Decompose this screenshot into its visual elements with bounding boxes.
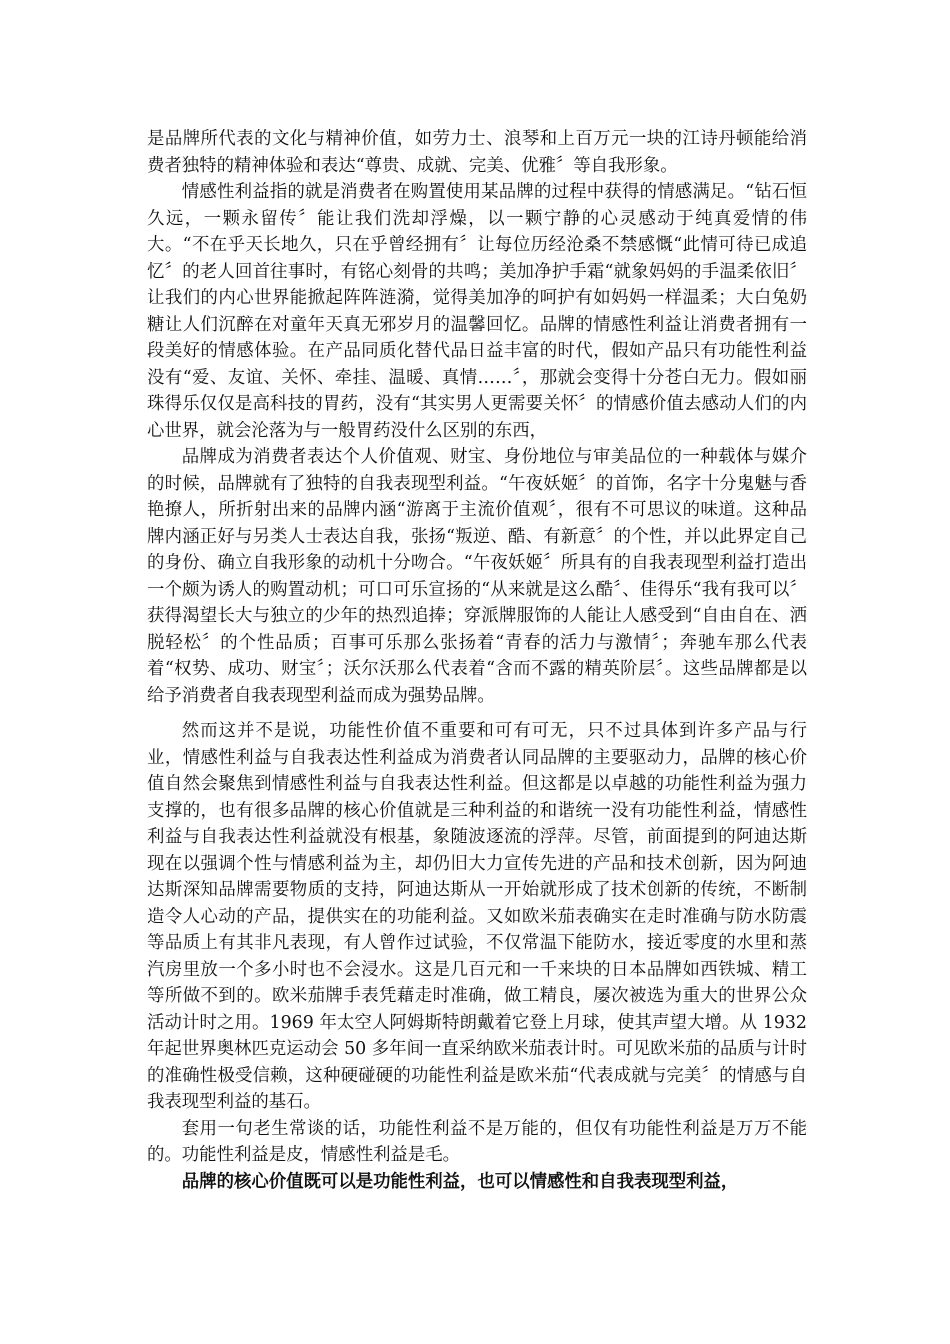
paragraph-cultural-value: 是品牌所代表的文化与精神价值，如劳力士、浪琴和上百万元一块的江诗丹顿能给消费者独特的精神体验和表达“尊贵、成就、完美、优雅〞等自我形象。 bbox=[147, 129, 807, 176]
paragraph-functional-value: 然而这并不是说，功能性价值不重要和可有可无，只不过具体到许多产品与行业，情感性利益与自我表达性利益成为消费者认同品牌的主要驱动力，品牌的核心价值自然会聚焦到情感性利益与自我表达性利益。但这都是以卓越的功能性利益为强力支撑的，也有很多品牌的核心价值就是三种利益的和谐统一没有功能性利益，情感性利益与自我表达性利益就没有根基，象随波逐流的浮萍。尽管，前面提到的阿迪达斯现在以强调个性与情感利益为主，却仍旧大力宣传先进的产品和技术创新，因为阿迪达斯深知品牌需要物质的支持，阿迪达斯从一开始就形成了技术创新的传统，不断制造令人心动的产品，提供实在的功能利益。又如欧米茄表确实在走时准确与防水防震等品质上有其非凡表现，有人曾作过试验，不仅常温下能防水，接近零度的水里和蒸汽房里放一个多小时也不会浸水。这是几百元和一千来块的日本品牌如西铁城、精工等所做不到的。欧米茄牌手表凭藉走时准确，做工精良，屡次被选为重大的世界公众活动计时之用。1969 年太空人阿姆斯特朗戴着它登上月球，使其声望大增。从 1932年起世界奥林匹克运动会 50 多年间一直采纳欧米茄表计时。可见欧米茄的品质与计时的准确性极受信赖，这种硬碰硬的功能性利益是欧米茄“代表成就与完美〞的情感与自我表现型利益的基石。 bbox=[147, 721, 807, 1112]
paragraph-core-value-summary: 品牌的核心价值既可以是功能性利益，也可以情感性和自我表现型利益， bbox=[181, 1171, 739, 1192]
paragraph-self-expressive-benefit: 品牌成为消费者表达个人价值观、财宝、身份地位与审美品位的一种载体与媒介的时候，品牌就有了独特的自我表现型利益。“午夜妖姬〞的首饰，名字十分鬼魅与香艳撩人，所折射出来的品牌内涵“游离于主流价值观〞，很有不可思议的味道。这种品牌内涵正好与另类人士表达自我，张扬“叛逆、酷、有新意〞的个性，并以此界定自己的身份、确立自我形象的动机十分吻合。“午夜妖姬〞所具有的自我表现型利益打造出一个颇为诱人的购置动机；可口可乐宣扬的“从来就是这么酷〞、佳得乐“我有我可以〞获得渴望长大与独立的少年的热烈追捧；穿派牌服饰的人能让人感受到“自由自在、洒脱轻松〞的个性品质；百事可乐那么张扬着“青春的活力与激情〞；奔驰车那么代表着“权势、成功、财宝〞；沃尔沃那么代表着“含而不露的精英阶层〞。这些品牌都是以给予消费者自我表现型利益而成为强势品牌。 bbox=[147, 447, 807, 706]
paragraph-saying: 套用一句老生常谈的话，功能性利益不是万能的，但仅有功能性利益是万万不能的。功能性利益是皮，情感性利益是毛。 bbox=[147, 1118, 807, 1165]
paragraph-emotional-benefit: 情感性利益指的就是消费者在购置使用某品牌的过程中获得的情感满足。“钻石恒久远，一颗永留传〞能让我们洗却浮燥，以一颗宁静的心灵感动于纯真爱情的伟大。“不在乎天长地久，只在乎曾经拥有〞让每位历经沧桑不禁感慨“此情可待已成追忆〞的老人回首往事时，有铭心刻骨的共鸣；美加净护手霜“就象妈妈的手温柔依旧〞 让我们的内心世界能掀起阵阵涟漪，觉得美加净的呵护有如妈妈一样温柔；大白兔奶糖让人们沉醉在对童年天真无邪岁月的温馨回忆。品牌的情感性利益让消费者拥有一段美好的情感体验。在产品同质化替代品日益丰富的时代，假如产品只有功能性利益没有“爱、友谊、关怀、牵挂、温暖、真情……〞，那就会变得十分苍白无力。假如丽珠得乐仅仅是高科技的胃药，没有“其实男人更需要关怀〞的情感价值去感动人们的内心世界，就会沦落为与一般胃药没什么区别的东西， bbox=[147, 182, 807, 441]
document-body bbox=[147, 126, 807, 1195]
